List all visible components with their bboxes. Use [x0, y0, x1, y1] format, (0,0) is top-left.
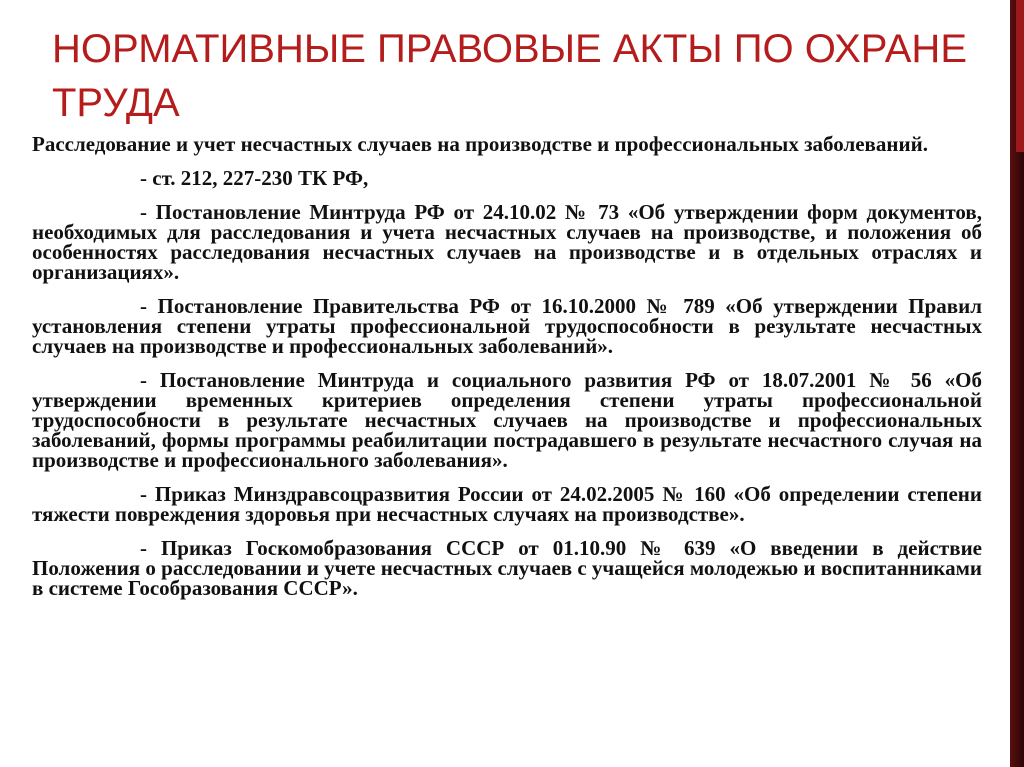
slide-body [32, 134, 982, 598]
slide-title: НОРМАТИВНЫЕ ПРАВОВЫЕ АКТЫ ПО ОХРАНЕ ТРУДА [52, 27, 967, 125]
list-item: - Постановление Минтруда РФ от 24.10.02 № 73 «Об утверждении форм документов, необходимых для расследования и учета несчастных случаев на производстве, и положения об особенностях расследования несчастных случаев на производстве и в отдельных отраслях и организациях». [32, 200, 982, 284]
list-item: - ст. 212, 227-230 ТК РФ, [140, 166, 369, 190]
list-item: - Постановление Правительства РФ от 16.10.2000 № 789 «Об утверждении Правил установления степени утраты профессиональной трудоспособности в результате несчастных случаев на производстве и профессиональных заболеваний». [32, 294, 982, 358]
intro-paragraph: Расследование и учет несчастных случаев на производстве и профессиональных заболеваний. [32, 132, 928, 156]
list-item: - Приказ Госкомобразования СССР от 01.10.90 № 639 «О введении в действие Положения о расследовании и учете несчастных случаев с учащейся молодежью и воспитанниками в системе Гособразования СССР». [32, 536, 982, 600]
right-accent-bar [1016, 0, 1024, 152]
list-item: - Приказ Минздравсоцразвития России от 24.02.2005 № 160 «Об определении степени тяжести повреждения здоровья при несчастных случаях на производстве». [32, 482, 982, 526]
list-item: - Постановление Минтруда и социального развития РФ от 18.07.2001 № 56 «Об утверждении временных критериев определения степени утраты профессиональной трудоспособности в результате несчастных случаев на производстве и профессиональных заболеваний, формы программы реабилитации пострадавшего в результате несчастного случая на производстве и профессионального заболевания». [32, 368, 982, 472]
